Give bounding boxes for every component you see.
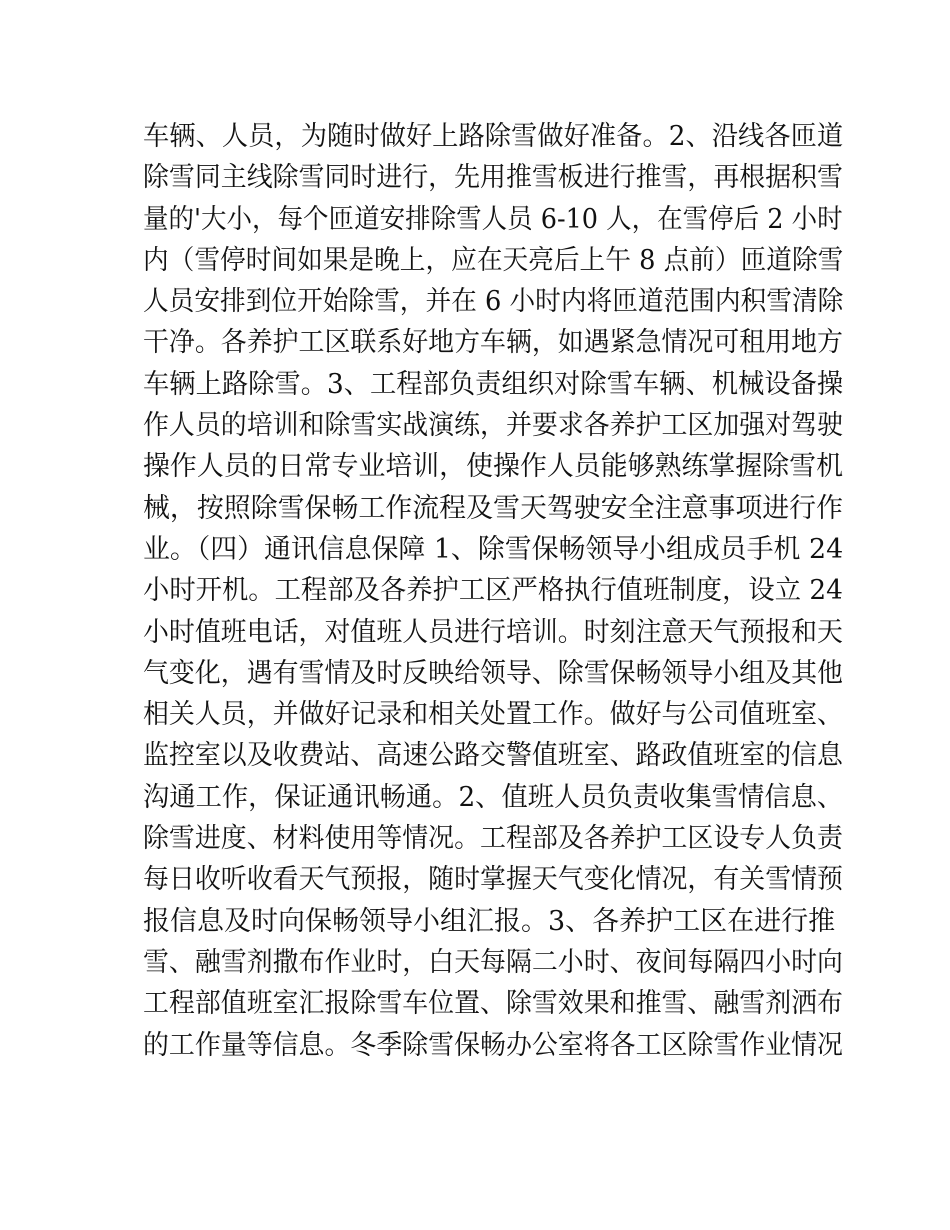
- text-line-2: 除雪同主线除雪同时进行，先用推雪板进行推雪，再根据积雪: [143, 162, 843, 194]
- text-line-8: 作人员的培训和除雪实战演练，并要求各养护工区加强对驾驶: [143, 410, 843, 442]
- body-text: [143, 116, 843, 1066]
- text-line-3: 量的'大小，每个匝道安排除雪人员 6-10 人，在雪停后 2 小时: [143, 203, 843, 235]
- text-line-14: 气变化，遇有雪情及时反映给领导、除雪保畅领导小组及其他: [143, 657, 843, 689]
- text-line-17: 沟通工作，保证通讯畅通。2、值班人员负责收集雪情信息、: [143, 781, 844, 813]
- text-line-19: 每日收听收看天气预报，随时掌握天气变化情况，有关雪情预: [143, 864, 843, 896]
- text-line-5: 人员安排到位开始除雪，并在 6 小时内将匝道范围内积雪清除: [143, 286, 844, 318]
- text-line-11: 业。（四）通讯信息保障 1、除雪保畅领导小组成员手机 24: [143, 533, 844, 565]
- text-line-7: 车辆上路除雪。3、工程部负责组织对除雪车辆、机械设备操: [143, 368, 844, 400]
- text-line-15: 相关人员，并做好记录和相关处置工作。做好与公司值班室、: [143, 699, 843, 731]
- text-line-1: 车辆、人员，为随时做好上路除雪做好准备。2、沿线各匝道: [143, 121, 844, 152]
- text-line-12: 小时开机。工程部及各养护工区严格执行值班制度，设立 24: [143, 575, 843, 607]
- text-line-22: 工程部值班室汇报除雪车位置、除雪效果和推雪、融雪剂洒布: [143, 988, 843, 1020]
- text-line-20: 报信息及时向保畅领导小组汇报。3、各养护工区在进行推: [143, 905, 836, 937]
- text-line-10: 械，按照除雪保畅工作流程及雪天驾驶安全注意事项进行作: [143, 492, 844, 524]
- text-line-21: 雪、融雪剂撒布作业时，白天每隔二小时、夜间每隔四小时向: [143, 946, 843, 978]
- text-line-16: 监控室以及收费站、高速公路交警值班室、路政值班室的信息: [143, 740, 843, 772]
- text-line-23: 的工作量等信息。冬季除雪保畅办公室将各工区除雪作业情况: [143, 1029, 843, 1061]
- text-line-9: 操作人员的日常专业培训，使操作人员能够熟练掌握除雪机: [143, 451, 844, 483]
- text-line-13: 小时值班电话，对值班人员进行培训。时刻注意天气预报和天: [143, 616, 843, 648]
- text-line-18: 除雪进度、材料使用等情况。工程部及各养护工区设专人负责: [143, 823, 843, 855]
- text-line-4: 内（雪停时间如果是晚上，应在天亮后上午 8 点前）匝道除雪: [143, 244, 844, 276]
- text-line-6: 干净。各养护工区联系好地方车辆，如遇紧急情况可租用地方: [143, 327, 843, 359]
